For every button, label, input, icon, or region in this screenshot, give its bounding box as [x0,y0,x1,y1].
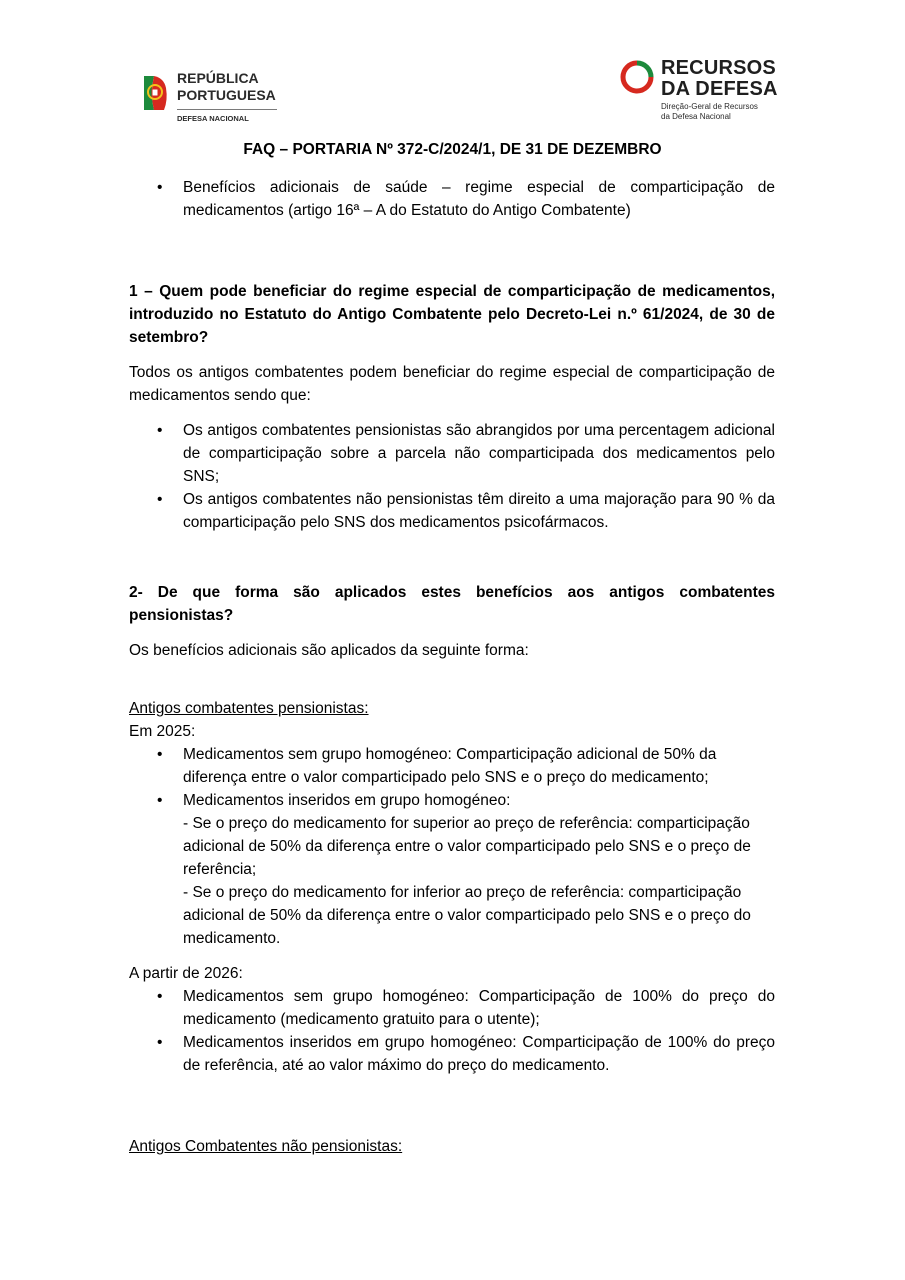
list-item: • Os antigos combatentes não pensionistas têm direito a uma majoração para 90 % da comparticipação pelo SNS dos medicamentos psicofármacos. [129,488,775,534]
republica-portuguesa-logo [140,68,300,128]
list-item: • Medicamentos inseridos em grupo homogéneo: Comparticipação de 100% do preço de referência, até ao valor máximo do preço do medicamento. [129,1031,775,1077]
logo-right-line2: DA DEFESA [661,78,778,100]
document-title: FAQ – PORTARIA Nº 372-C/2024/1, DE 31 DE DEZEMBRO [243,141,662,158]
answer-1-list [129,419,775,534]
logo-divider [177,109,277,110]
document-body [129,176,775,1158]
list-item [129,743,775,789]
logo-left-line2: PORTUGUESA [177,87,276,103]
recursos-da-defesa-logo [620,58,790,124]
logo-right-title [661,58,778,100]
logo-right-subtitle [661,102,758,122]
answer-1: Todos os antigos combatentes podem beneficiar do regime especial de comparticipação de medicamentos sendo que: [129,364,775,404]
intro-list [129,176,775,222]
answer-2: Os benefícios adicionais são aplicados da seguinte forma: [129,642,529,659]
list-item [129,789,775,950]
nao-pensionistas-heading: Antigos Combatentes não pensionistas: [129,1138,403,1155]
logo-right-line1: RECURSOS [661,57,776,79]
list-2026 [129,985,775,1077]
list-item-text: • Medicamentos sem grupo homogéneo: Comparticipação adicional de 50% da diferença entre o valor comparticipado pelo SNS e o preço do medicamento; [183,746,717,786]
intro-bullet: • Benefícios adicionais de saúde – regime especial de comparticipação de medicamentos (artigo 16ª – A do Estatuto do Antigo Combatente) [129,176,775,222]
list-item: • Os antigos combatentes pensionistas são abrangidos por uma percentagem adicional de comparticipação sobre a parcela não comparticipada dos medicamentos pelo SNS; [129,419,775,488]
question-2: 2- De que forma são aplicados estes benefícios aos antigos combatentes pensionistas? [129,584,775,624]
list-item-subtext: - Se o preço do medicamento for inferior ao preço de referência: comparticipação adicional de 50% da diferença entre o valor comparticipado pelo SNS e o preço do medicamento. [183,884,751,947]
year-2026-label: A partir de 2026: [129,965,243,982]
year-2025-label: Em 2025: [129,723,196,740]
pensionistas-heading: Antigos combatentes pensionistas: [129,700,369,717]
logo-right-line3: Direção-Geral de Recursos [661,102,758,111]
recursos-ring-icon [620,60,654,94]
list-item-text: • Medicamentos inseridos em grupo homogéneo: [183,792,511,809]
logo-left-subtitle: DEFESA NACIONAL [177,114,249,123]
list-item: • Medicamentos sem grupo homogéneo: Comparticipação de 100% do preço do medicamento (medicamento gratuito para o utente); [129,985,775,1031]
logo-left-text [177,70,276,104]
list-item-subtext: - Se o preço do medicamento for superior ao preço de referência: comparticipação adicional de 50% da diferença entre o valor comparticipado pelo SNS e o preço de referência; [183,815,751,878]
question-1: 1 – Quem pode beneficiar do regime especial de comparticipação de medicamentos, introduzido no Estatuto do Antigo Combatente pelo Decreto-Lei n.º 61/2024, de 30 de setembro? [129,283,775,346]
logo-left-line1: REPÚBLICA [177,70,259,86]
logo-right-line4: da Defesa Nacional [661,112,731,121]
list-2025 [129,743,775,950]
portugal-emblem-icon [140,70,170,114]
